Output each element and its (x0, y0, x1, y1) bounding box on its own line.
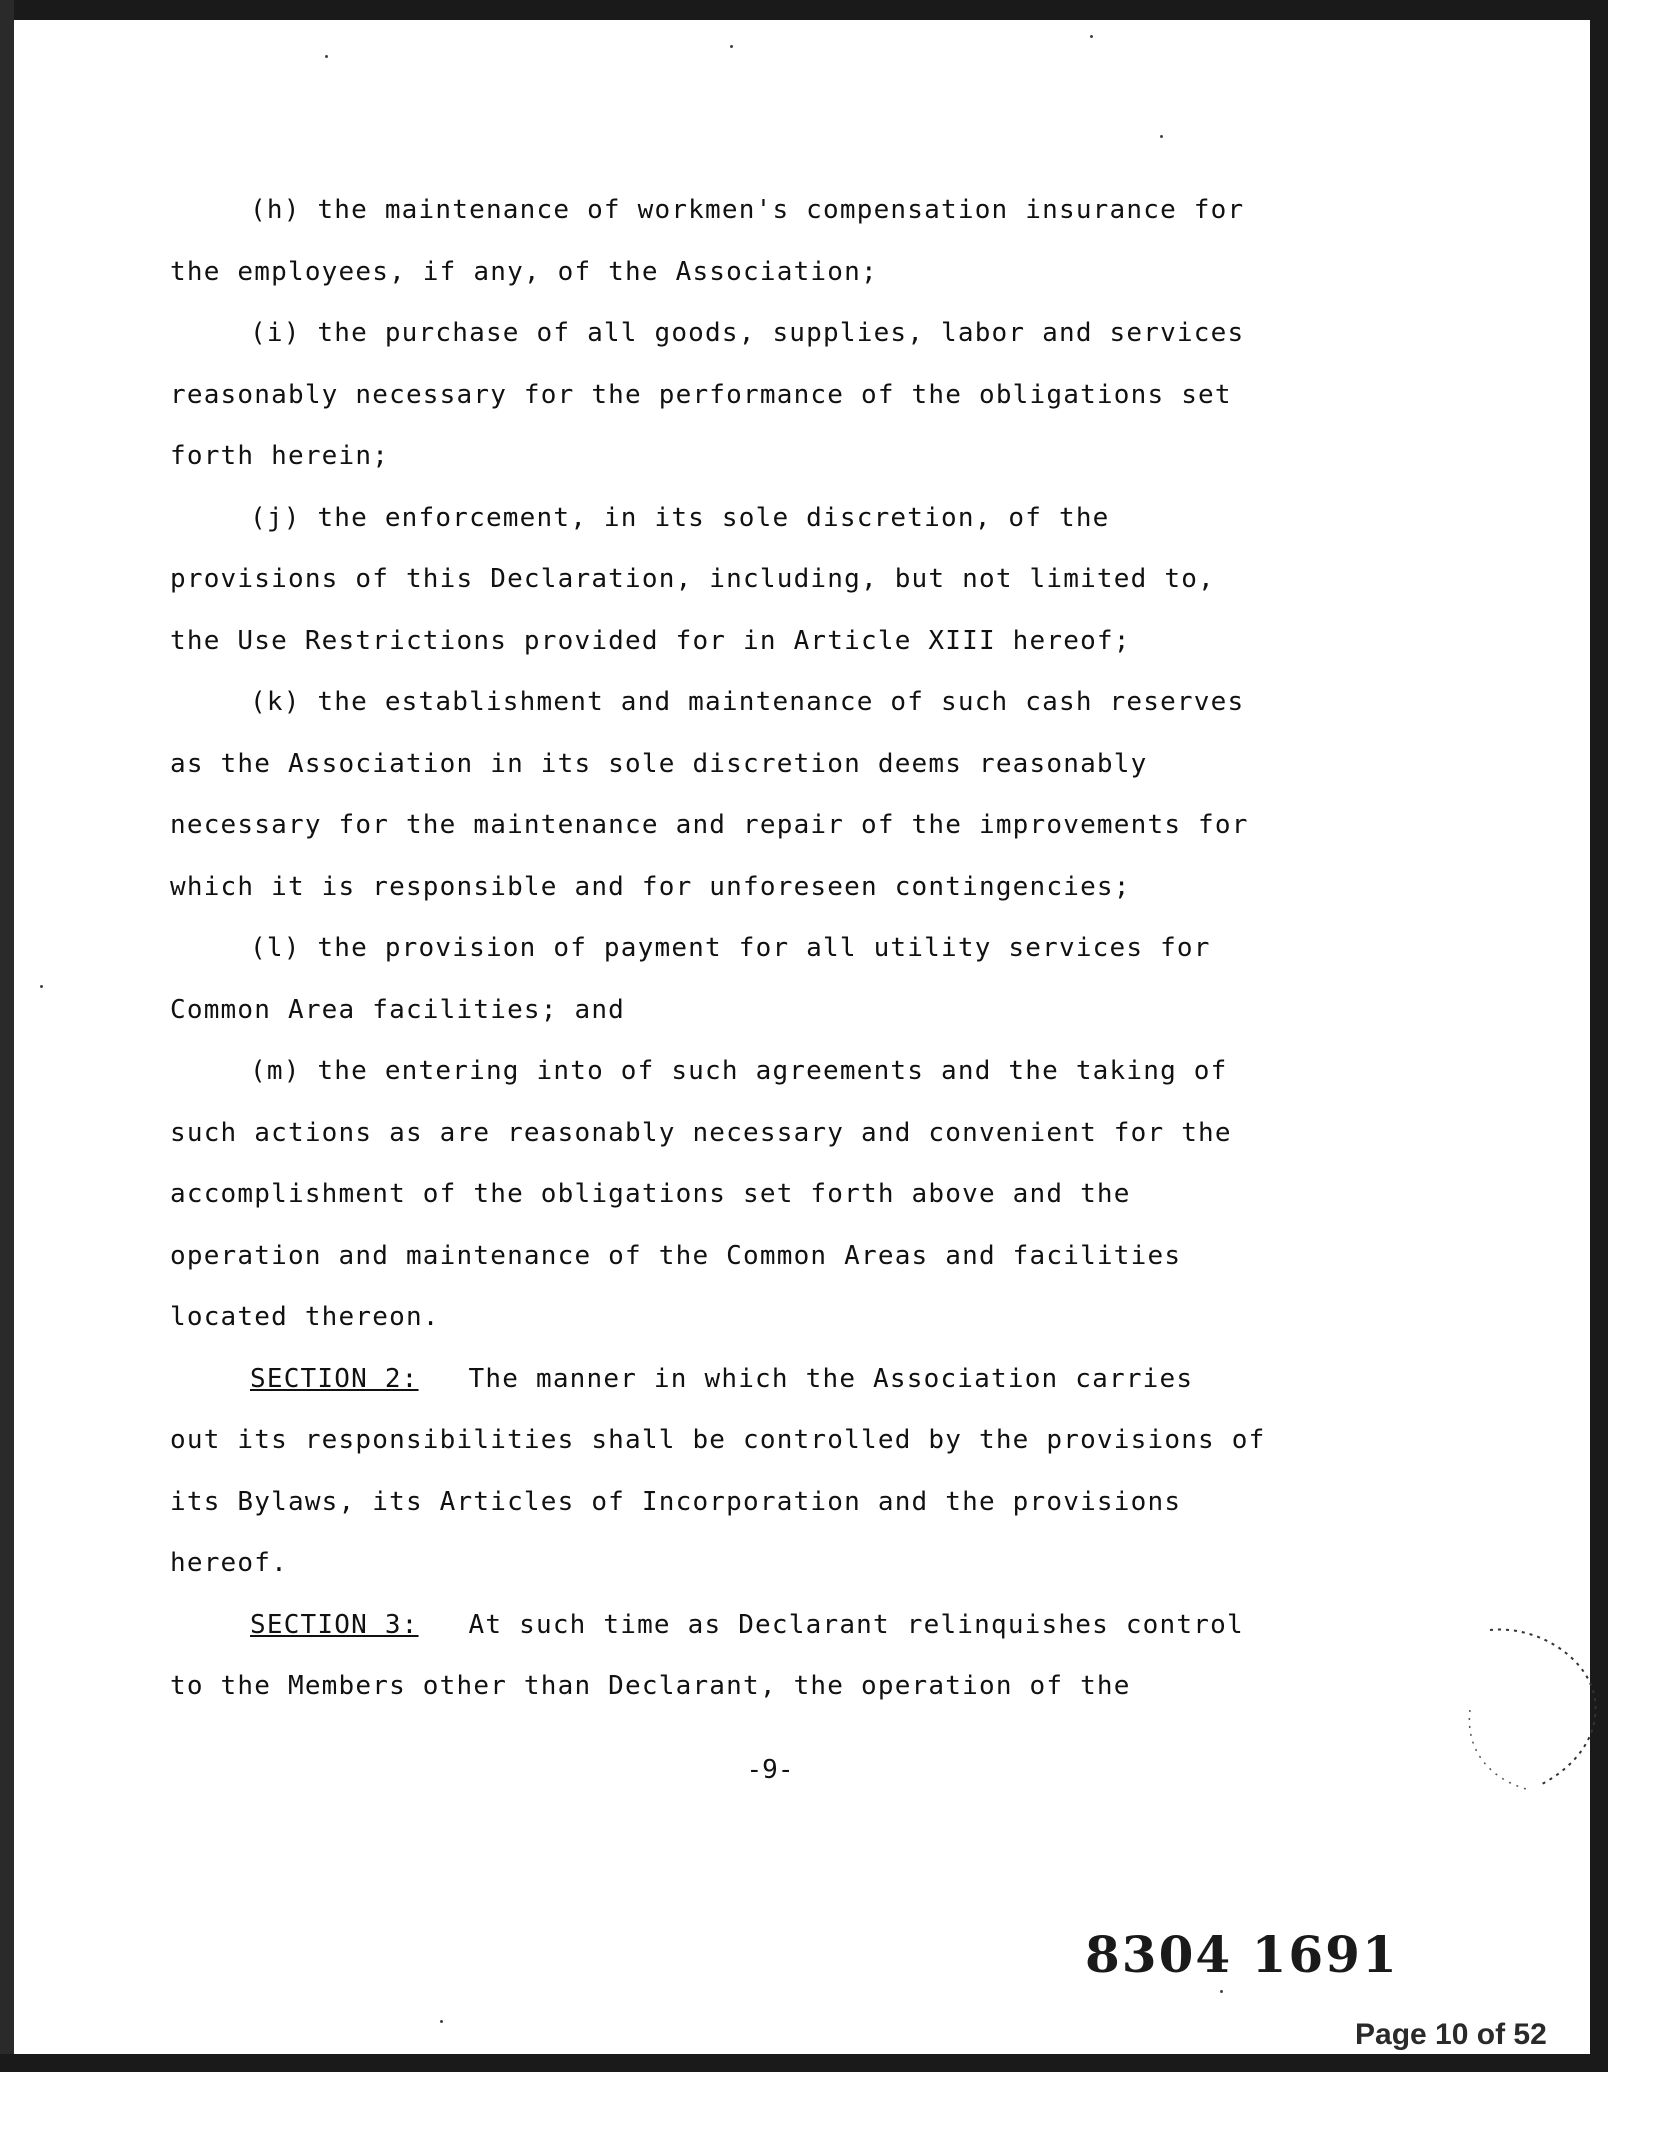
margin-scribble-mark (1450, 1620, 1610, 1820)
scan-speck (1090, 35, 1093, 38)
scan-speck (1160, 135, 1163, 138)
text-line: to the Members other than Declarant, the operation of the (170, 1671, 1131, 1701)
scan-border-left (0, 0, 14, 2070)
document-body (170, 190, 1380, 1728)
text-line: hereof. (170, 1548, 288, 1578)
text-line: (i) the purchase of all goods, supplies, labor and services (250, 318, 1245, 348)
text-line: as the Association in its sole discretion deems reasonably (170, 748, 1148, 779)
text-line: necessary for the maintenance and repair of the improvements for (170, 810, 1249, 840)
text-line: Common Area facilities; and (170, 994, 626, 1025)
scan-speck (40, 985, 43, 988)
scan-speck (325, 55, 328, 58)
text-line: The manner in which the Association carries (468, 1363, 1194, 1394)
text-line: (j) the enforcement, in its sole discretion, of the (250, 502, 1110, 533)
section-3-line (170, 1605, 1380, 1667)
section-2-heading: SECTION 2: (250, 1363, 419, 1394)
text-line: (h) the maintenance of workmen's compensation insurance for (250, 195, 1245, 225)
recording-stamp-number: 8304 1691 (1085, 1925, 1399, 1984)
scan-border-bottom (0, 2054, 1608, 2072)
scan-speck (440, 2020, 443, 2023)
text-line: which it is responsible and for unforeseen contingencies; (170, 871, 1131, 902)
text-line: forth herein; (170, 441, 390, 471)
page-number: -9- (746, 1755, 794, 1785)
section-3-heading: SECTION 3: (250, 1609, 419, 1640)
scan-border-top (0, 0, 1608, 20)
text-line: such actions as are reasonably necessary and convenient for the (170, 1117, 1232, 1148)
text-line: its Bylaws, its Articles of Incorporation and the provisions (170, 1486, 1182, 1517)
scan-speck (1220, 1990, 1223, 1993)
text-line: located thereon. (170, 1302, 440, 1332)
text-line: At such time as Declarant relinquishes control (468, 1609, 1244, 1640)
footer-page-indicator: Page 10 of 52 (1355, 2018, 1547, 2051)
section-2-line (170, 1359, 1380, 1421)
text-line: (k) the establishment and maintenance of such cash reserves (250, 687, 1245, 717)
text-line: out its responsibilities shall be controlled by the provisions of (170, 1425, 1266, 1455)
text-line: (l) the provision of payment for all utility services for (250, 933, 1211, 963)
text-line: the employees, if any, of the Association; (170, 256, 878, 287)
text-line: reasonably necessary for the performance of the obligations set (170, 379, 1232, 410)
text-line: the Use Restrictions provided for in Article XIII hereof; (170, 625, 1131, 656)
text-line: accomplishment of the obligations set forth above and the (170, 1179, 1131, 1209)
text-line: provisions of this Declaration, including, but not limited to, (170, 564, 1215, 594)
text-line: (m) the entering into of such agreements and the taking of (250, 1056, 1228, 1086)
text-line: operation and maintenance of the Common Areas and facilities (170, 1240, 1182, 1271)
scan-speck (730, 45, 733, 48)
